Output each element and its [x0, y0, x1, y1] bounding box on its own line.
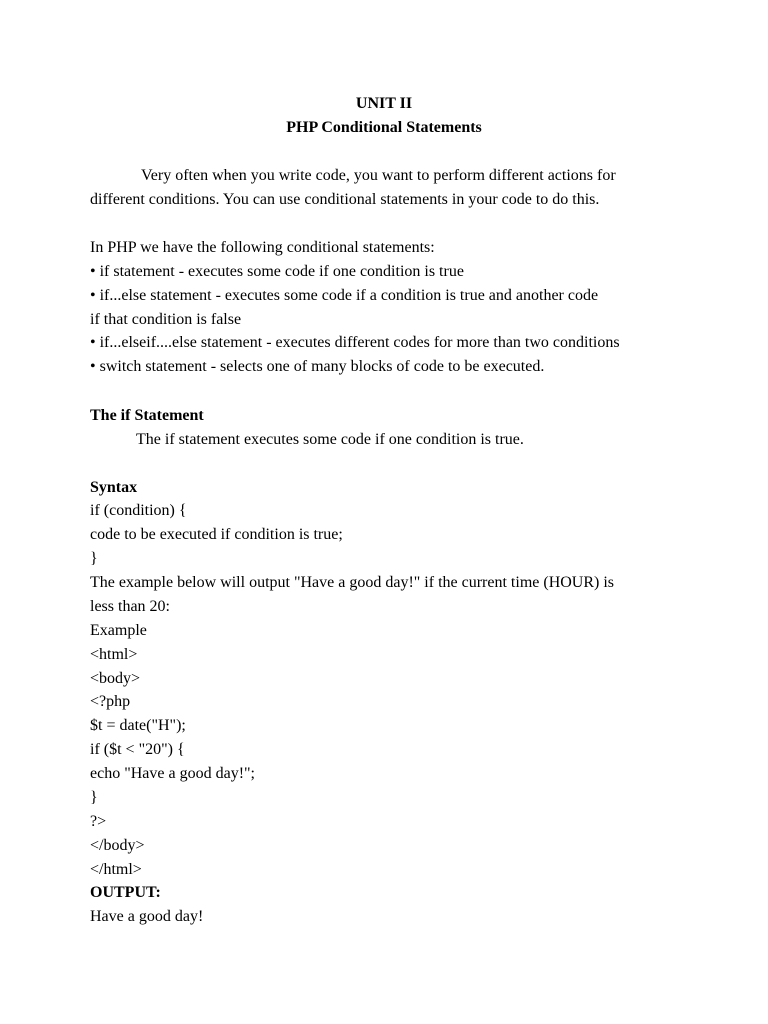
code-line: <?php [90, 693, 131, 710]
code-line: <html> [90, 646, 138, 663]
if-statement-description: The if statement executes some code if one condition is true. [136, 431, 524, 448]
example-description-1: The example below will output "Have a good day!" if the current time (HOUR) is [90, 574, 615, 591]
page-title: PHP Conditional Statements [286, 119, 482, 136]
example-description-2: less than 20: [90, 598, 170, 615]
intro-line-1: Very often when you write code, you want to perform different actions for [141, 167, 616, 184]
syntax-heading: Syntax [90, 479, 138, 496]
intro-line-2: different conditions. You can use conditional statements in your code to do this. [90, 191, 600, 208]
if-statement-heading: The if Statement [90, 407, 204, 424]
code-line: if ($t < "20") { [90, 741, 185, 758]
list-item-if-else-cont: if that condition is false [90, 311, 242, 328]
output-text: Have a good day! [90, 908, 204, 925]
code-line: ?> [90, 813, 107, 830]
syntax-line: if (condition) { [90, 502, 187, 519]
code-line: } [90, 789, 98, 806]
list-item-if-else: • if...else statement - executes some code if a condition is true and another code [90, 287, 599, 304]
unit-heading: UNIT II [355, 95, 413, 112]
output-heading: OUTPUT: [90, 884, 161, 901]
code-line: <body> [90, 670, 141, 687]
syntax-line: } [90, 550, 98, 567]
list-heading: In PHP we have the following conditional statements: [90, 239, 435, 256]
code-line: $t = date("H"); [90, 717, 186, 734]
list-item-elseif: • if...elseif....else statement - executes different codes for more than two conditions [90, 334, 620, 351]
code-line: </body> [90, 837, 145, 854]
code-line: </html> [90, 861, 142, 878]
code-line: echo "Have a good day!"; [90, 765, 255, 782]
syntax-line: code to be executed if condition is true; [90, 526, 343, 543]
example-label: Example [90, 622, 147, 639]
list-item-switch: • switch statement - selects one of many blocks of code to be executed. [90, 358, 545, 375]
list-item-if: • if statement - executes some code if one condition is true [90, 263, 464, 280]
